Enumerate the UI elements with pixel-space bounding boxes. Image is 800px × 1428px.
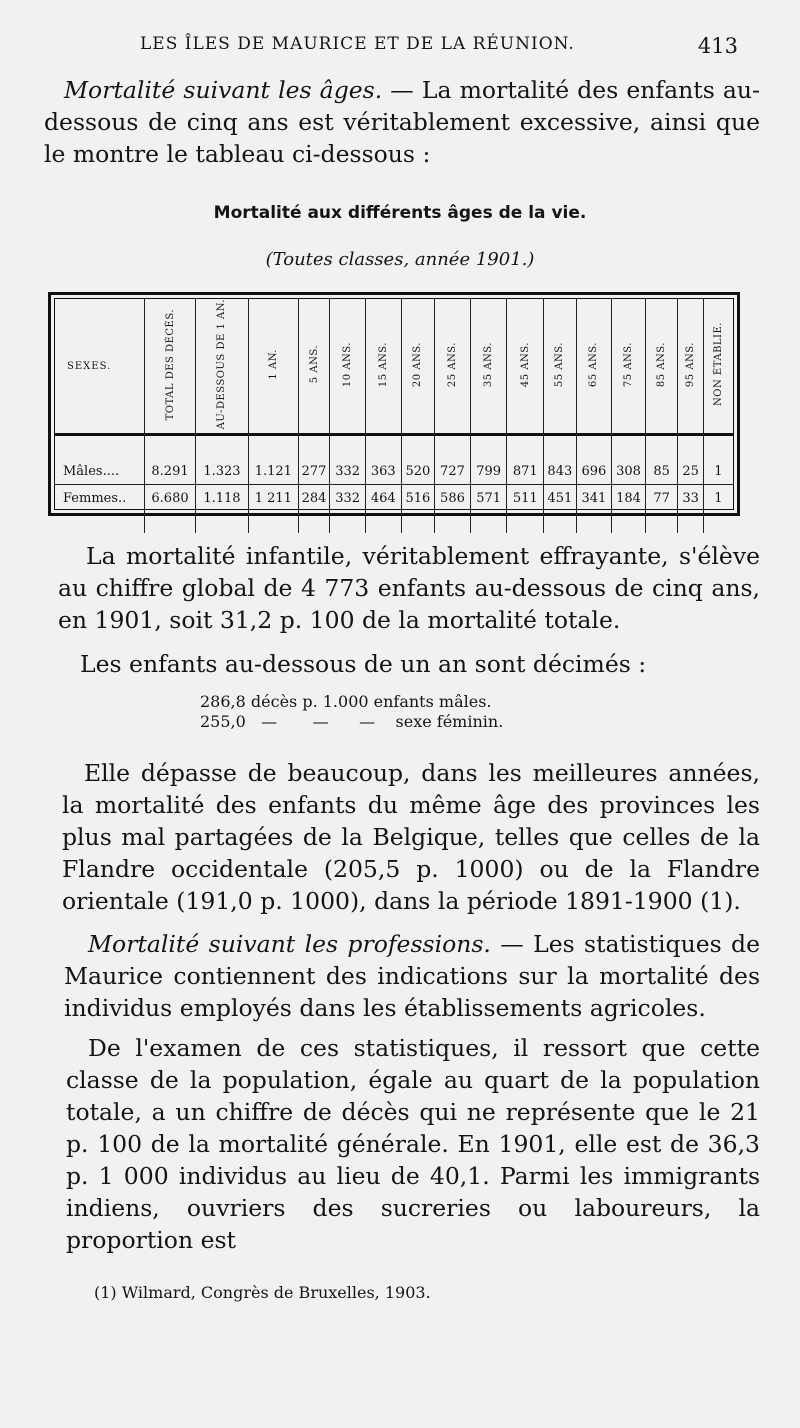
cell: 77: [645, 485, 678, 512]
cell: 332: [330, 458, 366, 485]
cell: 284: [298, 485, 330, 512]
mortality-table-inner-frame: [54, 298, 734, 510]
paragraph-statistics: De l'examen de ces statistiques, il ressort que cette classe de la population, égale au quart de la population totale, a un chiffre de décès qui ne représente que le 21 p. 100 de la mortalité générale. En 1901, elle est de 36,3 p. 1 000 individus au lieu de 40,1. Parmi les immigrants indiens, ouvriers des sucreries ou laboureurs, la proportion est: [66, 1034, 760, 1254]
cell: 8.291: [145, 458, 196, 485]
col-header-5: 5 ANS.: [298, 299, 330, 435]
table-header-row: [55, 299, 733, 435]
cell: 843: [544, 458, 577, 485]
cell: 586: [435, 485, 471, 512]
table-spacer-row: [55, 511, 733, 533]
intro-text: — La mortalité des enfants au-dessous de cinq ans est véritablement excessive, ainsi que le montre le tableau ci-dessous :: [44, 76, 760, 168]
table-subcaption: (Toutes classes, année 1901.): [265, 249, 535, 270]
cell: 341: [576, 485, 612, 512]
section-heading-ages: Mortalité suivant les âges.: [64, 76, 383, 104]
page-number: 413: [697, 34, 738, 58]
col-header-under-1: AU-DESSOUS DE 1 AN.: [195, 299, 248, 435]
col-header-10: 10 ANS.: [330, 299, 366, 435]
paragraph-professions: [64, 928, 760, 1024]
professions-text: — Les statistiques de Maurice contiennent des indications sur la mortalité des individus employés dans les établissements agricoles.: [64, 930, 761, 1022]
cell: 85: [645, 458, 678, 485]
cell: 520: [401, 458, 435, 485]
paragraph-infant-mortality: La mortalité infantile, véritablement effrayante, s'élève au chiffre global de 4 773 enfants au-dessous de cinq ans, en 1901, soit 31,2 p. 100 de la mortalité totale.: [58, 542, 760, 634]
death-rate-males: 286,8 décès p. 1.000 enfants mâles.: [200, 692, 492, 711]
cell: 184: [612, 485, 646, 512]
col-header-45: 45 ANS.: [507, 299, 544, 435]
table-spacer-row: [55, 435, 733, 459]
col-header-sexes: SEXES.: [67, 360, 112, 372]
col-header-20: 20 ANS.: [401, 299, 435, 435]
section-heading-professions: Mortalité suivant les professions.: [88, 930, 491, 958]
cell: 451: [544, 485, 577, 512]
running-header: [140, 34, 738, 58]
cell: 799: [470, 458, 507, 485]
cell: 727: [435, 458, 471, 485]
mortality-table: [55, 299, 733, 533]
cell: 464: [365, 485, 401, 512]
cell: 1: [703, 458, 733, 485]
cell: 1 211: [248, 485, 298, 512]
col-header-total: TOTAL DES DÉCÈS.: [145, 299, 196, 435]
cell: 25: [678, 458, 703, 485]
running-title: LES ÎLES DE MAURICE ET DE LA RÉUNION.: [140, 34, 575, 54]
cell: 871: [507, 458, 544, 485]
col-header-55: 55 ANS.: [544, 299, 577, 435]
col-header-unknown: NON ÉTABLIE.: [703, 299, 733, 435]
cell: 1.323: [195, 458, 248, 485]
row-label: Mâles....: [55, 458, 145, 485]
intro-paragraph: [44, 74, 760, 170]
cell: 6.680: [145, 485, 196, 512]
cell: 1: [703, 485, 733, 512]
death-rates: [200, 692, 503, 732]
death-rate-females: 255,0 — — — sexe féminin.: [200, 712, 504, 731]
col-header-75: 75 ANS.: [612, 299, 646, 435]
cell: 571: [470, 485, 507, 512]
cell: 1.121: [248, 458, 298, 485]
cell: 277: [298, 458, 330, 485]
cell: 33: [678, 485, 703, 512]
cell: 363: [365, 458, 401, 485]
col-header-25: 25 ANS.: [435, 299, 471, 435]
col-header-85: 85 ANS.: [645, 299, 678, 435]
table-caption: Mortalité aux différents âges de la vie.: [213, 203, 587, 223]
cell: 511: [507, 485, 544, 512]
table-row-males: [55, 458, 733, 485]
col-header-1: 1 AN.: [248, 299, 298, 435]
col-header-35: 35 ANS.: [470, 299, 507, 435]
cell: 696: [576, 458, 612, 485]
cell: 332: [330, 485, 366, 512]
footnote: (1) Wilmard, Congrès de Bruxelles, 1903.: [94, 1283, 431, 1302]
cell: 308: [612, 458, 646, 485]
col-header-65: 65 ANS.: [576, 299, 612, 435]
col-header-15: 15 ANS.: [365, 299, 401, 435]
mortality-table-frame: [48, 292, 740, 516]
table-row-females: [55, 485, 733, 512]
paragraph-comparison: Elle dépasse de beaucoup, dans les meilleures années, la mortalité des enfants du même âge des provinces les plus mal partagées de la Belgique, telles que celles de la Flandre occidentale (205,5 p. 1000) ou de la Flandre orientale (191,0 p. 1000), dans la période 1891-1900 (1).: [62, 759, 760, 915]
col-header-95: 95 ANS.: [678, 299, 703, 435]
row-label: Femmes..: [63, 490, 127, 506]
cell: 516: [401, 485, 435, 512]
paragraph-under-one: Les enfants au-dessous de un an sont décimés :: [80, 650, 647, 678]
cell: 1.118: [195, 485, 248, 512]
